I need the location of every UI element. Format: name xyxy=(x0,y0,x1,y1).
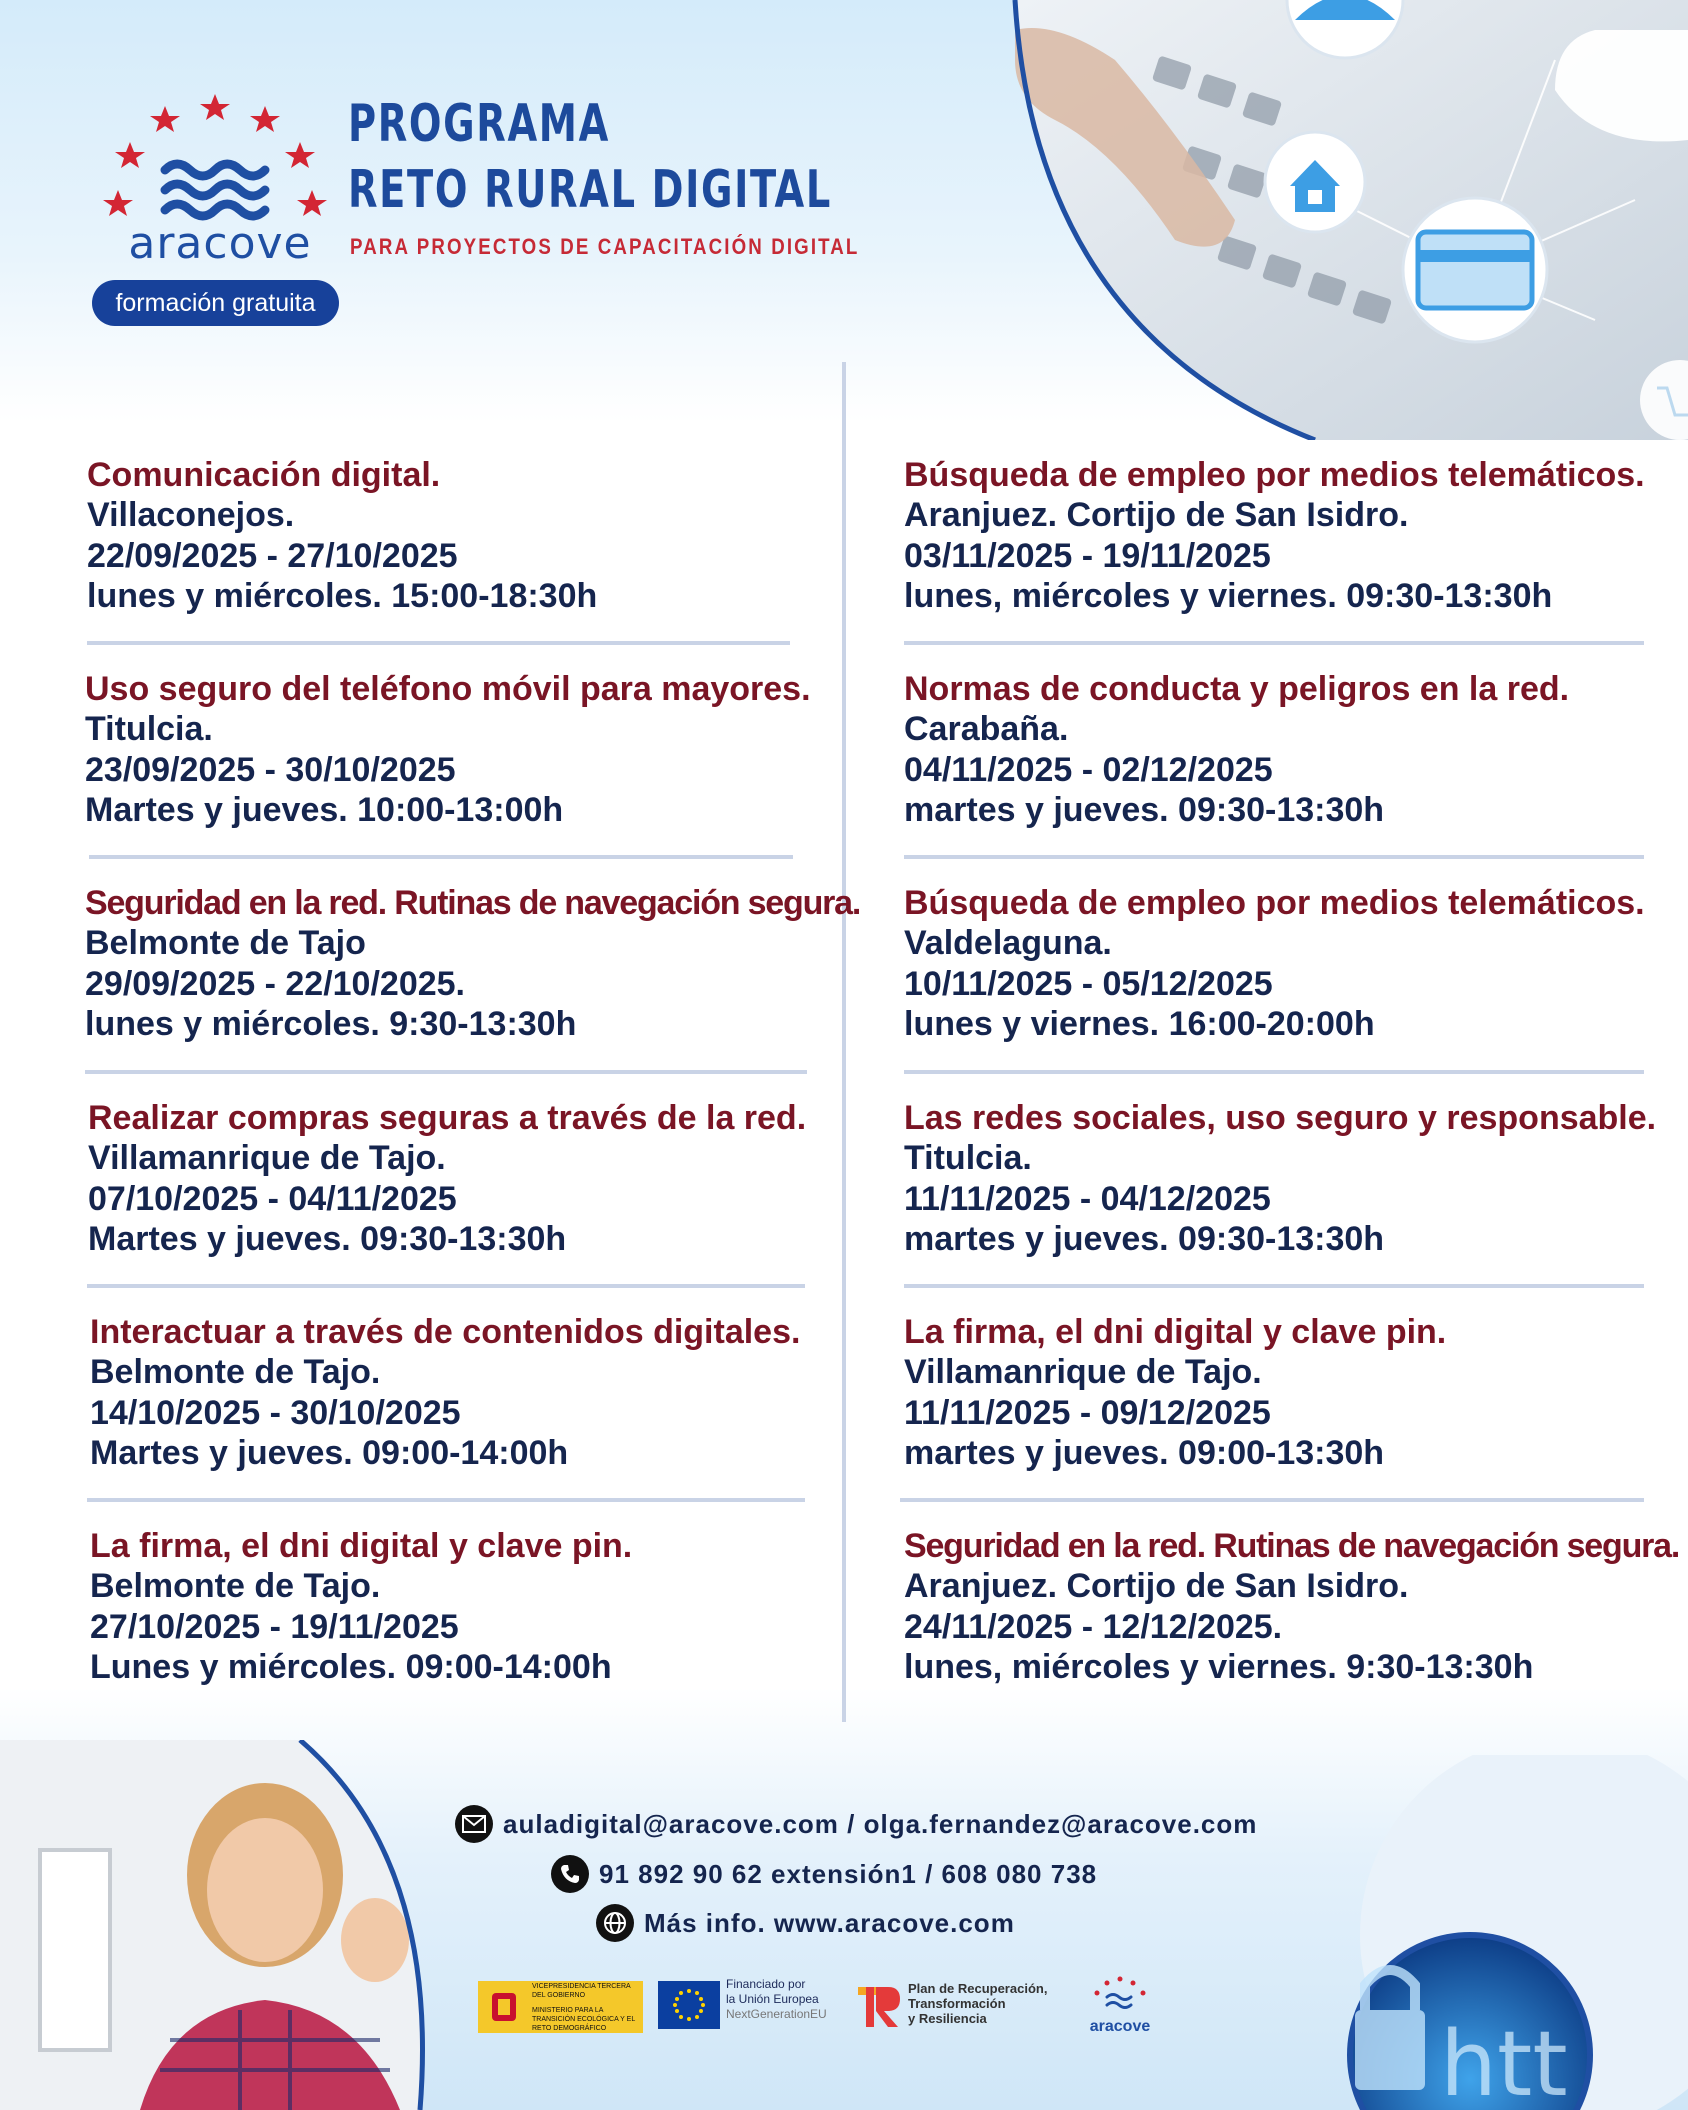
course-title: Seguridad en la red. Rutinas de navegación segura. xyxy=(85,884,861,922)
globe-icon xyxy=(596,1904,634,1942)
course-card xyxy=(904,669,1664,831)
coat-of-arms-icon xyxy=(482,1985,526,2029)
contact-web xyxy=(596,1904,1015,1942)
svg-text:htt: htt xyxy=(1440,2012,1568,2110)
course-place: Belmonte de Tajo xyxy=(85,924,366,962)
course-place: Villamanrique de Tajo. xyxy=(88,1139,446,1177)
course-schedule: martes y jueves. 09:00-13:30h xyxy=(904,1434,1385,1472)
separator xyxy=(87,1284,805,1288)
course-schedule: lunes y miércoles. 9:30-13:30h xyxy=(85,1005,577,1043)
waves-icon xyxy=(165,164,265,216)
course-schedule: martes y jueves. 09:30-13:30h xyxy=(904,1220,1385,1258)
course-place: Titulcia. xyxy=(904,1139,1032,1177)
eu-line3: NextGenerationEU xyxy=(726,2007,827,2021)
course-dates: 10/11/2025 - 05/12/2025 xyxy=(904,964,1273,1003)
prtr-line2: Transformación xyxy=(908,1996,1006,2011)
gov-line2: MINISTERIO PARA LA TRANSICIÓN ECOLÓGICA Y EL RETO DEMOGRÁFICO xyxy=(532,2006,635,2032)
course-dates: 11/11/2025 - 04/12/2025 xyxy=(904,1179,1271,1218)
separator xyxy=(87,641,790,645)
credit-card-icon xyxy=(1403,198,1547,342)
star-icon xyxy=(103,94,327,216)
course-place: Aranjuez. Cortijo de San Isidro. xyxy=(904,496,1409,534)
course-dates: 07/10/2025 - 04/11/2025 xyxy=(88,1179,457,1218)
woman-photo xyxy=(0,1740,450,2110)
separator xyxy=(900,1498,1644,1502)
course-card xyxy=(90,1312,850,1474)
phones-text[interactable]: 91 892 90 62 extensión1 / 608 080 738 xyxy=(599,1858,1098,1889)
separator xyxy=(904,1284,1644,1288)
program-title-line1: PROGRAMA xyxy=(348,94,610,154)
course-title: La firma, el dni digital y clave pin. xyxy=(904,1313,1447,1351)
course-place: Valdelaguna. xyxy=(904,924,1112,962)
course-schedule: lunes y miércoles. 15:00-18:30h xyxy=(87,577,598,615)
eu-text xyxy=(726,1977,827,2022)
course-title: Realizar compras seguras a través de la red. xyxy=(88,1099,807,1137)
course-schedule: Martes y jueves. 09:00-14:00h xyxy=(90,1434,569,1472)
course-dates: 23/09/2025 - 30/10/2025 xyxy=(85,750,456,789)
aracove-small-logo xyxy=(1080,1975,1160,2045)
prtr-line3: y Resiliencia xyxy=(908,2011,987,2026)
separator xyxy=(904,855,1644,859)
course-schedule: lunes, miércoles y viernes. 9:30-13:30h xyxy=(904,1648,1534,1686)
emails-text[interactable]: auladigital@aracove.com / olga.fernandez@aracove.com xyxy=(503,1808,1258,1839)
separator xyxy=(87,1498,805,1502)
course-schedule: lunes, miércoles y viernes. 09:30-13:30h xyxy=(904,577,1553,615)
eu-flag-logo xyxy=(658,1981,720,2029)
contact-emails xyxy=(455,1805,1257,1843)
sponsor-logos xyxy=(478,1975,1178,2065)
prtr-logo xyxy=(854,1983,902,2029)
separator xyxy=(904,641,1644,645)
eu-line2: la Unión Europea xyxy=(726,1992,819,2006)
course-dates: 03/11/2025 - 19/11/2025 xyxy=(904,536,1271,575)
waves-icon xyxy=(1085,1975,1155,2017)
separator xyxy=(85,1070,807,1074)
prtr-line1: Plan de Recuperación, xyxy=(908,1981,1048,1996)
course-schedule: Lunes y miércoles. 09:00-14:00h xyxy=(90,1648,612,1686)
eu-stars-icon xyxy=(658,1981,720,2029)
course-place: Villamanrique de Tajo. xyxy=(904,1353,1262,1391)
email-icon xyxy=(455,1805,493,1843)
keyboard-photo xyxy=(995,0,1688,440)
free-training-badge: formación gratuita xyxy=(92,280,339,326)
course-dates: 22/09/2025 - 27/10/2025 xyxy=(87,536,458,575)
course-card xyxy=(85,669,845,831)
course-title: Normas de conducta y peligros en la red. xyxy=(904,670,1570,708)
course-title: Uso seguro del teléfono móvil para mayores. xyxy=(85,670,811,708)
separator xyxy=(89,855,793,859)
prtr-text xyxy=(908,1981,1047,2026)
course-place: Villaconejos. xyxy=(87,496,295,534)
program-subtitle: PARA PROYECTOS DE CAPACITACIÓN DIGITAL xyxy=(350,234,860,259)
course-title: La firma, el dni digital y clave pin. xyxy=(90,1527,633,1565)
web-text[interactable]: Más info. www.aracove.com xyxy=(644,1907,1015,1938)
course-card xyxy=(85,883,861,1045)
course-schedule: lunes y viernes. 16:00-20:00h xyxy=(904,1005,1375,1043)
course-card xyxy=(87,455,847,617)
course-title: Búsqueda de empleo por medios telemáticos. xyxy=(904,884,1645,922)
course-schedule: Martes y jueves. 09:30-13:30h xyxy=(88,1220,567,1258)
course-schedule: Martes y jueves. 10:00-13:00h xyxy=(85,791,564,829)
brand-name: aracove xyxy=(128,218,312,269)
phone-icon xyxy=(551,1855,589,1893)
course-place: Titulcia. xyxy=(85,710,213,748)
course-card xyxy=(904,1312,1664,1474)
course-schedule: martes y jueves. 09:30-13:30h xyxy=(904,791,1385,829)
course-place: Belmonte de Tajo. xyxy=(90,1353,381,1391)
contact-phones xyxy=(551,1855,1097,1893)
course-card xyxy=(904,1098,1664,1260)
home-icon xyxy=(1265,132,1365,232)
course-place: Carabaña. xyxy=(904,710,1069,748)
course-card xyxy=(904,455,1664,617)
course-dates: 29/09/2025 - 22/10/2025. xyxy=(85,964,465,1003)
course-card xyxy=(904,1526,1680,1688)
gov-spain-logo xyxy=(478,1981,643,2033)
course-place: Belmonte de Tajo. xyxy=(90,1567,381,1605)
gov-line1: VICEPRESIDENCIA TERCERA DEL GOBIERNO xyxy=(532,1982,631,1999)
course-card xyxy=(904,883,1664,1045)
course-card xyxy=(88,1098,848,1260)
course-card xyxy=(90,1526,850,1688)
aracove-small-text: aracove xyxy=(1089,2018,1151,2035)
prtr-icon xyxy=(854,1983,902,2029)
course-title: Comunicación digital. xyxy=(87,456,441,494)
course-title: Búsqueda de empleo por medios telemáticos. xyxy=(904,456,1645,494)
course-dates: 27/10/2025 - 19/11/2025 xyxy=(90,1607,459,1646)
course-dates: 11/11/2025 - 09/12/2025 xyxy=(904,1393,1271,1432)
course-place: Aranjuez. Cortijo de San Isidro. xyxy=(904,1567,1409,1605)
course-dates: 14/10/2025 - 30/10/2025 xyxy=(90,1393,461,1432)
course-dates: 04/11/2025 - 02/12/2025 xyxy=(904,750,1273,789)
course-title: Seguridad en la red. Rutinas de navegación segura. xyxy=(904,1527,1680,1565)
course-dates: 24/11/2025 - 12/12/2025. xyxy=(904,1607,1283,1646)
eu-line1: Financiado por xyxy=(726,1977,806,1991)
program-title-line2: RETO RURAL DIGITAL xyxy=(348,160,832,220)
separator xyxy=(904,1070,1644,1074)
course-title: Las redes sociales, uso seguro y responsable. xyxy=(904,1099,1657,1137)
course-title: Interactuar a través de contenidos digitales. xyxy=(90,1313,801,1351)
